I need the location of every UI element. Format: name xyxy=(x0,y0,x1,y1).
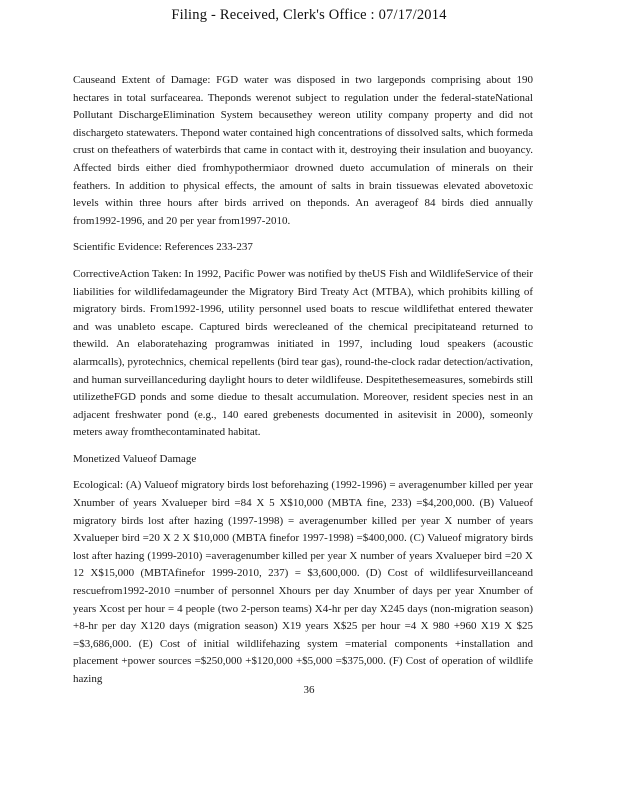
document-body xyxy=(73,72,533,689)
page-number: 36 xyxy=(303,684,315,696)
filing-stamp-header: Filing - Received, Clerk's Office : 07/17/2014 xyxy=(171,7,447,23)
corrective-action-paragraph: CorrectiveAction Taken: In 1992, Pacific Power was notified by theUS Fish and WildlifeService of their liabilities for wildlifedamageunder the Migratory Bird Treaty Act (MTBA), which prohibits killing of migratory birds. From1992-1996, utility personnel used boats to rescue wildlifethat entered thewater and was unableto escape. Captured birds werecleaned of the chemical precipitateand returned to thewild. An elaboratehazing programwas initiated in 1997, including loud speakers (acoustic alarmcalls), pyrotechnics, chemical repellents (bird tear gas), round-the-clock radar detection/activation, and human surveillanceduring daylight hours to deter wildlifeuse. Despitethesemeasures, somebirds still utilizetheFGD ponds and some diedue to thesalt accumulation. Moreover, resident species nest in an adjacent freshwater pond (e.g., 140 eared grebenests documented in asitevisit in 2000), someonly meters away fromthecontaminated habitat. xyxy=(73,267,533,439)
monetized-value-heading: Monetized Valueof Damage xyxy=(73,452,197,465)
ecological-paragraph: Ecological: (A) Valueof migratory birds lost beforehazing (1992-1996) = averagenumber killed per year Xnumber of years Xvalueper bird =84 X 5 X$10,000 (MBTA fine, 233) =$4,200,000. (B) Valueof migratory birds lost after hazing (1997-1998) = averagenumber killed per year X number of years Xvalueper bird =20 X 2 X $10,000 (MBTA finefor 1997-1998) =$400,000. (C) Valueof migratory birds lost after hazing (1999-2010) =averagenumber killed per year X number of years Xvalueper bird =20 X 12 X$15,000 (MBTAfinefor 1999-2010, 237) = $3,600,000. (D) Cost of wildlifesurveillanceand rescuefrom1992-2010 =number of personnel Xhours per day Xnumber of days per year Xnumber of years Xcost per hour = 4 people (two 2-person teams) X4-hr per day X245 days (non-migration season) +8-hr per day X120 days (migration season) X19 years X$25 per hour =4 X 980 +960 X19 X $25 =$3,686,000. (E) Cost of initial wildlifehazing system =material components +installation and placement +power sources =$250,000 +$120,000 +$5,000 =$375,000. (F) Cost of operation of wildlife hazing xyxy=(73,479,533,685)
cause-and-extent-paragraph: Causeand Extent of Damage: FGD water was disposed in two largeponds comprising about 190 hectares in total surfacearea. Theponds werenot subject to regulation under the federal-stateNational Pollutant DischargeElimination System becausethey wereon utility company property and did not dischargeto statewaters. Thepond water contained high concentrations of dissolved salts, which formeda crust on thefeathers of waterbirds that came in contact with it, destroying their insulation and buoyancy. Affected birds either died fromhypothermiaor drowned dueto accumulation of minerals on their feathers. In addition to physical effects, the amount of salts in brain tissuewas elevated abovetoxic levels within three hours after birds arrived on theponds. An averageof 84 birds died annually from1992-1996, and 20 per year from1997-2010. xyxy=(73,74,533,227)
scientific-evidence-line: Scientific Evidence: References 233-237 xyxy=(73,241,253,254)
